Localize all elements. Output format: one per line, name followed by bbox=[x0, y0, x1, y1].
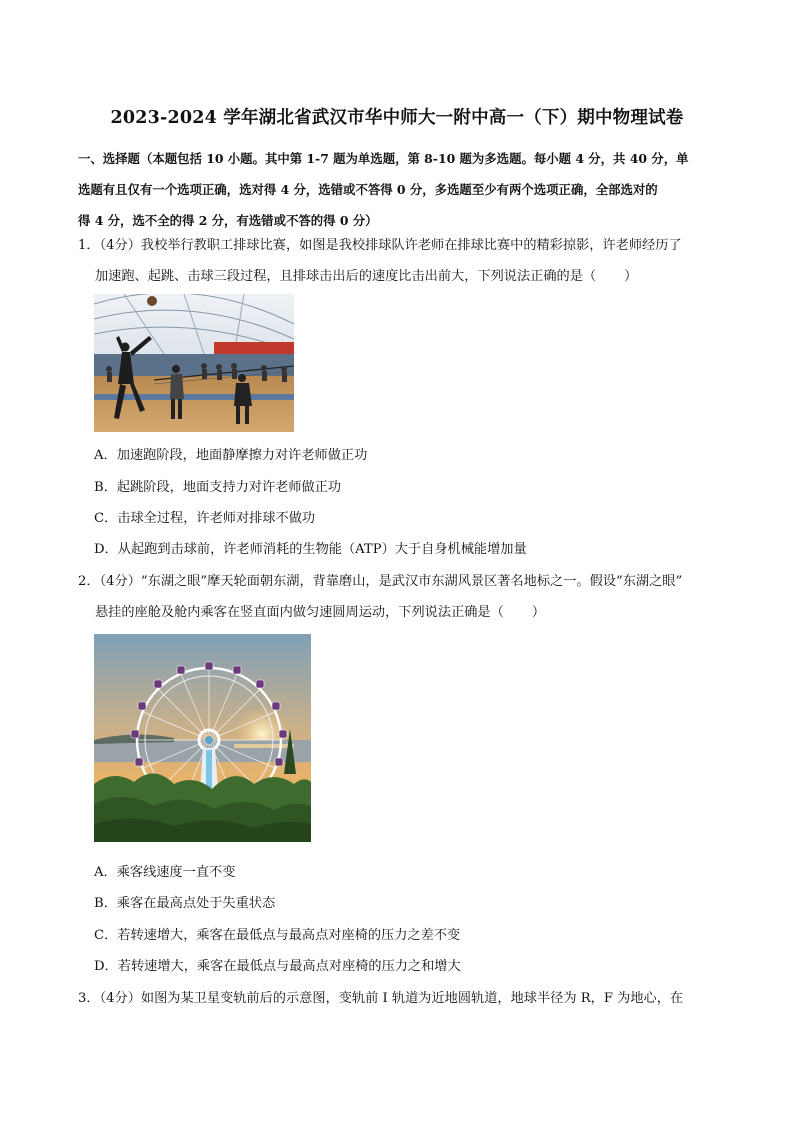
question-2-line-1: 2．（4分）“东湖之眼”摩天轮面朝东湖，背靠磨山，是武汉市东湖风景区著名地标之一。假设“东湖之眼” bbox=[78, 574, 683, 589]
question-1-line-2-text: 加速跑、起跳、击球三段过程，且排球击出后的速度比击出前大，下列说法正确的是（ bbox=[95, 269, 597, 284]
volleyball-photo bbox=[94, 294, 294, 432]
section-heading bbox=[78, 143, 728, 236]
question-2-line-2 bbox=[78, 597, 728, 628]
question-2-stem bbox=[78, 566, 728, 628]
question-2-option-d[interactable]: D．若转速增大，乘客在最低点与最高点对座椅的压力之和增大 bbox=[94, 959, 461, 974]
question-2-option-a[interactable]: A．乘客线速度一直不变 bbox=[94, 865, 236, 880]
section-heading-line-2: 选题有且仅有一个选项正确，选对得 4 分，选错或不答得 0 分，多选题至少有两个选项正确，全部选对的 bbox=[78, 182, 658, 197]
exam-title: 2023-2024 学年湖北省武汉市华中师大一附中高一（下）期中物理试卷 bbox=[110, 108, 684, 128]
question-1-option-d[interactable]: D．从起跑到击球前，许老师消耗的生物能（ATP）大于自身机械能增加量 bbox=[94, 542, 527, 557]
question-1-option-b[interactable]: B．起跳阶段，地面支持力对许老师做正功 bbox=[94, 480, 342, 495]
section-heading-line-3: 得 4 分，选不全的得 2 分，有选错或不答的得 0 分） bbox=[78, 213, 378, 228]
question-2-option-c[interactable]: C．若转速增大，乘客在最低点与最高点对座椅的压力之差不变 bbox=[94, 928, 461, 943]
question-1-line-2 bbox=[78, 261, 728, 292]
ferris-wheel-photo bbox=[94, 634, 311, 842]
question-2-close-paren: ） bbox=[531, 605, 545, 620]
question-1-line-1: 1．（4分）我校举行教职工排球比赛，如图是我校排球队许老师在排球比赛中的精彩掠影，许老师经历了 bbox=[78, 238, 682, 253]
question-1-option-c[interactable]: C．击球全过程，许老师对排球不做功 bbox=[94, 511, 316, 526]
question-1-stem bbox=[78, 230, 728, 292]
question-2-line-2-text: 悬挂的座舱及舱内乘客在竖直面内做匀速圆周运动，下列说法正确是（ bbox=[95, 605, 504, 620]
volleyball-photo-image bbox=[94, 294, 294, 432]
question-2-option-b[interactable]: B．乘客在最高点处于失重状态 bbox=[94, 896, 276, 911]
question-3-stem bbox=[78, 983, 728, 1014]
question-3-line-1: 3．（4分）如图为某卫星变轨前后的示意图，变轨前 I 轨道为近地圆轨道，地球半径为 R，F 为地心，在 bbox=[78, 991, 684, 1006]
question-1-close-paren: ） bbox=[624, 269, 638, 284]
section-heading-line-1: 一、选择题（本题包括 10 小题。其中第 1-7 题为单选题，第 8-10 题为多选题。每小题 4 分，共 40 分，单 bbox=[78, 151, 689, 166]
question-1-option-a[interactable]: A．加速跑阶段，地面静摩擦力对许老师做正功 bbox=[94, 448, 368, 463]
ferris-wheel-image bbox=[94, 634, 311, 842]
